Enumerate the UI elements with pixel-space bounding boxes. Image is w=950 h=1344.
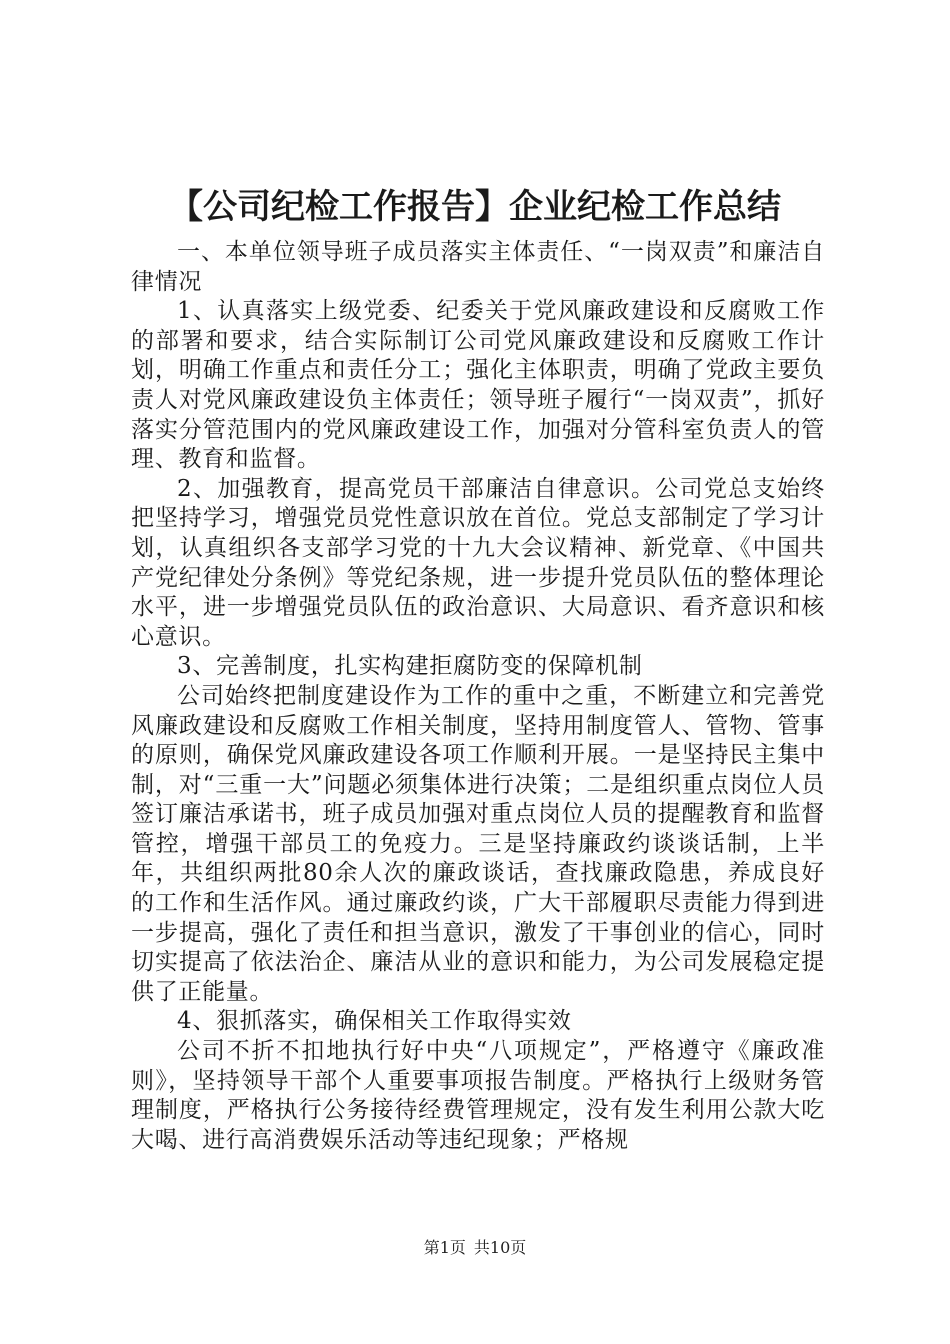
document-body xyxy=(131,238,825,1155)
paragraph: 1、认真落实上级党委、纪委关于党风廉政建设和反腐败工作的部署和要求，结合实际制订公司党风廉政建设和反腐败工作计划，明确工作重点和责任分工；强化主体职责，明确了党政主要负责人对党风廉政建设负主体责任；领导班子履行“一岗双责”，抓好落实分管范围内的党风廉政建设工作，加强对分管科室负责人的管理、教育和监督。 xyxy=(131,298,825,473)
paragraph: 4、狠抓落实，确保相关工作取得实效 xyxy=(177,1008,572,1035)
page-footer xyxy=(0,1238,950,1258)
paragraph: 3、完善制度，扎实构建拒腐防变的保障机制 xyxy=(177,653,643,680)
paragraph: 公司始终把制度建设作为工作的重中之重，不断建立和完善党风廉政建设和反腐败工作相关制度，坚持用制度管人、管物、管事的原则，确保党风廉政建设各项工作顺利开展。一是坚持民主集中制，对“三重一大”问题必须集体进行决策；二是组织重点岗位人员签订廉洁承诺书，班子成员加强对重点岗位人员的提醒教育和监督管控，增强干部员工的免疫力。三是坚持廉政约谈谈话制，上半年，共组织两批80余人次的廉政谈话，查找廉政隐患，养成良好的工作和生活作风。通过廉政约谈，广大干部履职尽责能力得到进一步提高，强化了责任和担当意识，激发了干事创业的信心，同时切实提高了依法治企、廉洁从业的意识和能力，为公司发展稳定提供了正能量。 xyxy=(131,682,825,1005)
paragraph: 2、加强教育，提高党员干部廉洁自律意识。公司党总支始终把坚持学习，增强党员党性意识放在首位。党总支部制定了学习计划，认真组织各支部学习党的十九大会议精神、新党章、《中国共产党纪律处分条例》等党纪条规，进一步提升党员队伍的整体理论水平，进一步增强党员队伍的政治意识、大局意识、看齐意识和核心意识。 xyxy=(131,475,825,650)
document-title: 【公司纪检工作报告】企业纪检工作总结 xyxy=(169,187,781,227)
paragraph: 公司不折不扣地执行好中央“八项规定”，严格遵守《廉政准则》，坚持领导干部个人重要事项报告制度。严格执行上级财务管理制度，严格执行公务接待经费管理规定，没有发生利用公款大吃大喝、进行高消费娱乐活动等违纪现象；严格规 xyxy=(131,1038,825,1153)
section-heading: 一、本单位领导班子成员落实主体责任、“一岗双责”和廉洁自律情况 xyxy=(131,239,825,295)
page-total: 共10页 xyxy=(473,1238,527,1257)
page-number: 第1页 xyxy=(423,1238,466,1257)
